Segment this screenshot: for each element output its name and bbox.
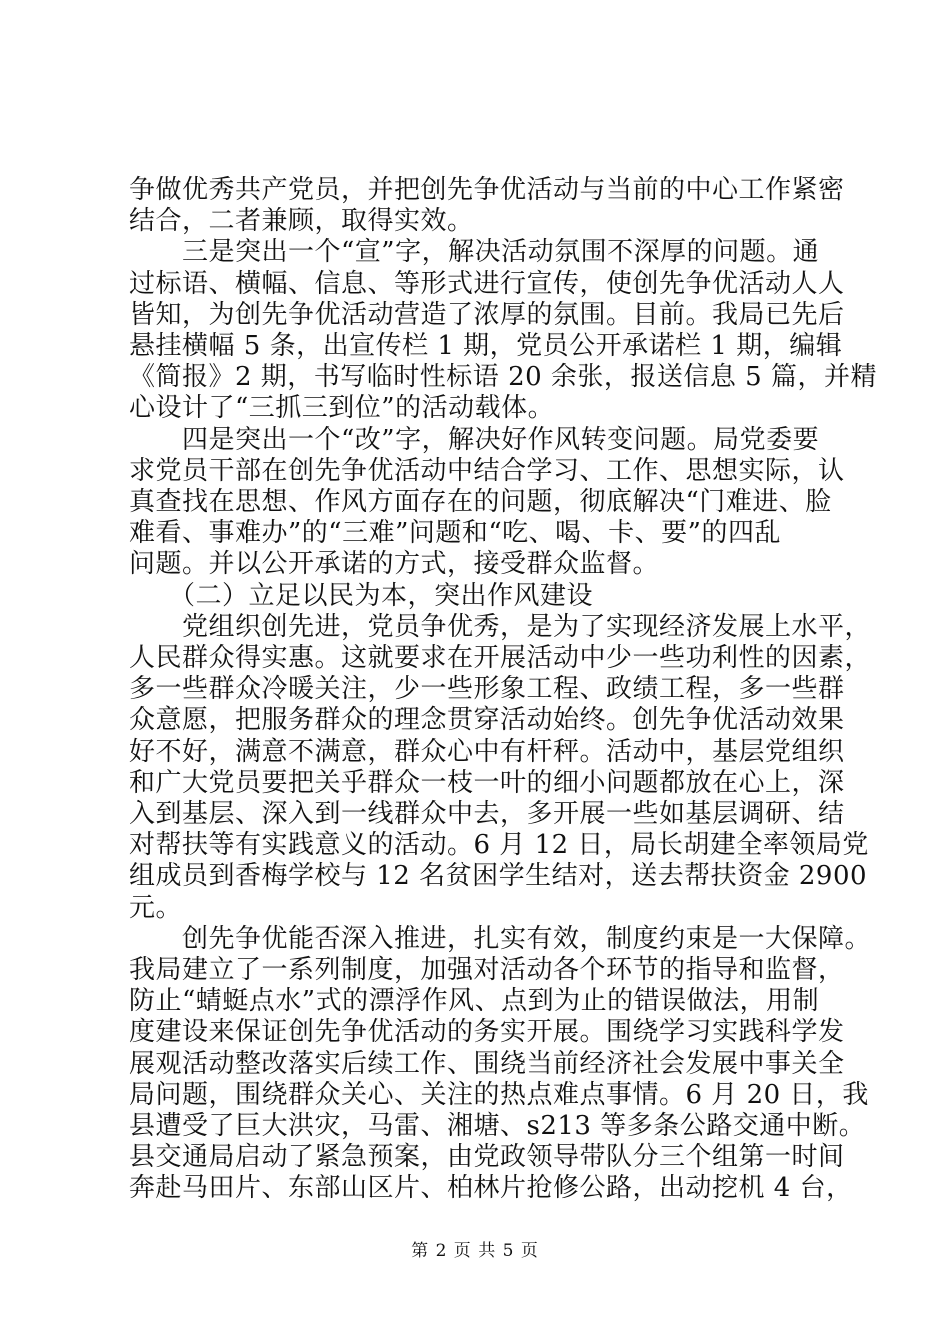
text-line: 多一些群众冷暖关注，少一些形象工程、政绩工程，多一些群: [129, 674, 845, 705]
text-line: 防止“蜻蜓点水”式的漂浮作风、点到为止的错误做法，用制: [129, 986, 820, 1017]
text-line: 结合，二者兼顾，取得实效。: [129, 206, 474, 237]
text-line: 心设计了“三抓三到位”的活动载体。: [129, 393, 555, 424]
section-heading: （二）立足以民为本，突出作风建设: [129, 580, 594, 611]
text-line: 悬挂横幅 5 条，出宣传栏 1 期，党员公开承诺栏 1 期，编辑: [129, 331, 843, 361]
text-line: 众意愿，把服务群众的理念贯穿活动始终。创先争优活动效果: [129, 705, 845, 736]
text-line: 县交通局启动了紧急预案，由党政领导带队分三个组第一时间: [129, 1142, 845, 1173]
text-line: 和广大党员要把关乎群众一枝一叶的细小问题都放在心上，深: [129, 767, 845, 798]
text-line: 奔赴马田片、东部山区片、柏林片抢修公路，出动挖机 4 台，: [129, 1173, 853, 1204]
text-line: 对帮扶等有实践意义的活动。6 月 12 日，局长胡建全率领局党: [129, 830, 869, 861]
text-line: 三是突出一个“宣”字，解决活动氛围不深厚的问题。通: [129, 237, 820, 268]
text-line: 求党员干部在创先争优活动中结合学习、工作、思想实际，认: [129, 455, 845, 486]
text-line: 过标语、横幅、信息、等形式进行宣传，使创先争优活动人人: [129, 268, 845, 299]
text-line: 元。: [129, 892, 183, 923]
text-line: 难看、事难办”的“三难”问题和“吃、喝、卡、要”的四乱: [129, 518, 781, 549]
text-line: 皆知，为创先争优活动营造了浓厚的氛围。目前。我局已先后: [129, 299, 845, 330]
text-line: 问题。并以公开承诺的方式，接受群众监督。: [129, 549, 660, 580]
page-number-footer: 第 2 页 共 5 页: [411, 1241, 539, 1261]
text-line: 创先争优能否深入推进，扎实有效，制度约束是一大保障。: [129, 923, 872, 954]
text-line: 展观活动整改落实后续工作、围绕当前经济社会发展中事关全: [129, 1048, 845, 1079]
text-line: 县遭受了巨大洪灾，马雷、湘塘、s213 等多条公路交通中断。: [129, 1111, 866, 1141]
text-line: 入到基层、深入到一线群众中去，多开展一些如基层调研、结: [129, 799, 845, 829]
text-line: 我局建立了一系列制度，加强对活动各个环节的指导和监督，: [129, 955, 845, 985]
text-line: 组成员到香梅学校与 12 名贫困学生结对，送去帮扶资金 2900: [129, 861, 868, 892]
text-line: 党组织创先进，党员争优秀，是为了实现经济发展上水平，: [129, 611, 872, 642]
text-line: 度建设来保证创先争优活动的务实开展。围绕学习实践科学发: [129, 1017, 845, 1048]
text-line: 好不好，满意不满意，群众心中有杆秤。活动中，基层党组织: [129, 736, 845, 767]
text-line: 争做优秀共产党员，并把创先争优活动与当前的中心工作紧密: [129, 175, 845, 205]
text-line: 局问题，围绕群众关心、关注的热点难点事情。6 月 20 日，我: [129, 1079, 869, 1110]
text-line: 人民群众得实惠。这就要求在开展活动中少一些功利性的因素，: [129, 643, 872, 673]
text-line: 四是突出一个“改”字，解决好作风转变问题。局党委要: [129, 424, 820, 455]
text-line: 《简报》2 期，书写临时性标语 20 余张，报送信息 5 篇，并精: [129, 362, 877, 393]
text-line: 真查找在思想、作风方面存在的问题，彻底解决“门难进、脸: [129, 487, 832, 517]
